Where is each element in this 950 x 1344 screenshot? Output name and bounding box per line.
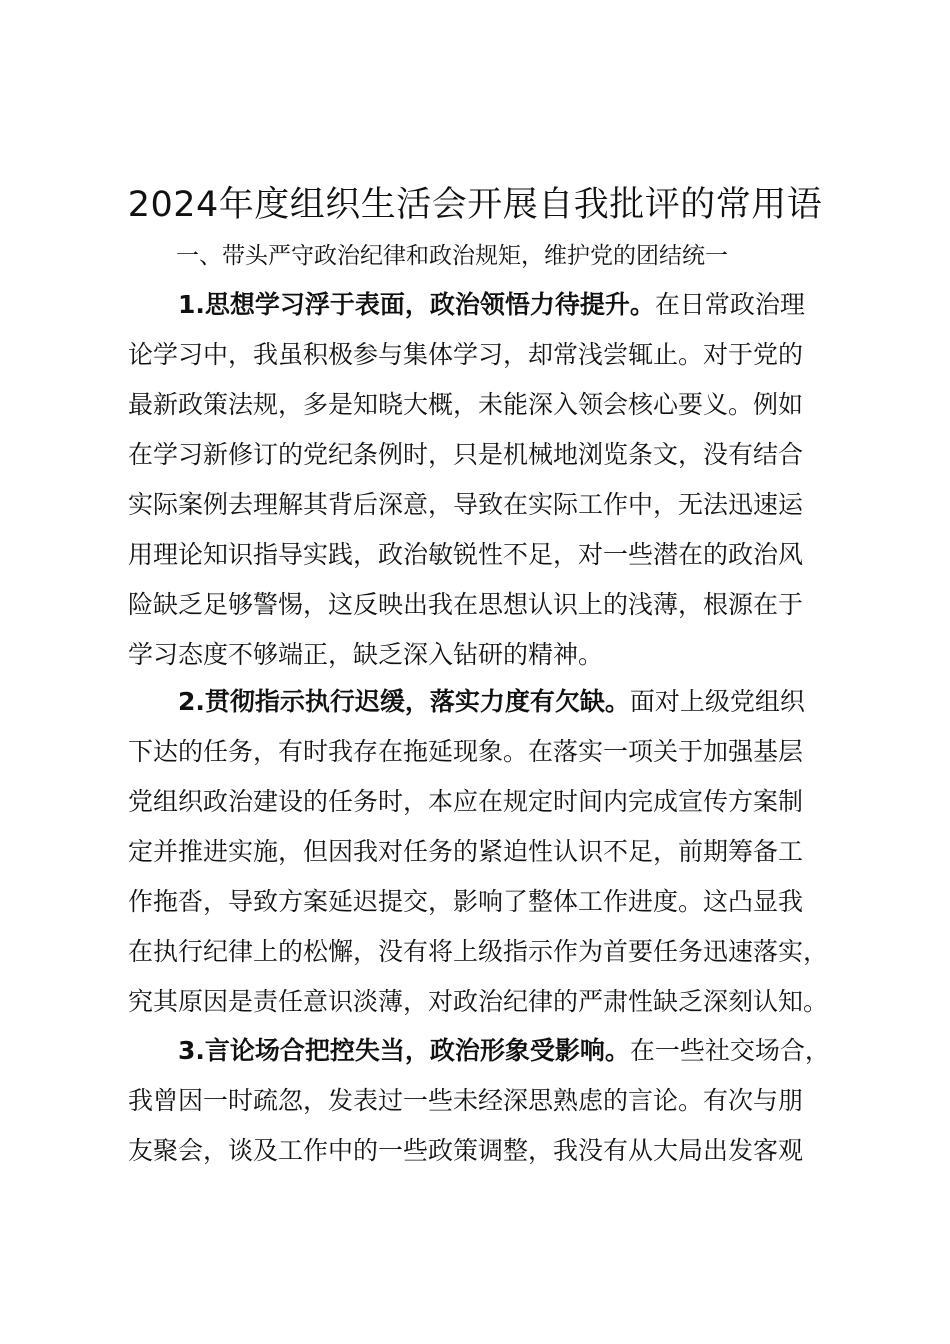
- paragraph-1: [128, 280, 858, 680]
- paragraph-lead: 1.思想学习浮于表面，政治领悟力待提升。: [178, 290, 655, 319]
- paragraph-line: [128, 1026, 858, 1076]
- paragraph-line: 用理论知识指导实践，政治敏锐性不足，对一些潜在的政治风: [128, 540, 804, 569]
- paragraph-line: 在学习新修订的党纪条例时，只是机械地浏览条文，没有结合: [128, 440, 804, 469]
- paragraph-line: 险缺乏足够警惕，这反映出我在思想认识上的浅薄，根源在于: [128, 590, 804, 619]
- paragraph-line: [128, 280, 858, 330]
- paragraph-line: 最新政策法规，多是知晓大概，未能深入领会核心要义。例如: [128, 390, 804, 419]
- paragraph-3: [128, 1026, 858, 1176]
- document-title: 2024年度组织生活会开展自我批评的常用语: [127, 185, 823, 225]
- paragraph-line: 友聚会，谈及工作中的一些政策调整，我没有从大局出发客观: [128, 1136, 804, 1165]
- paragraph-line: [128, 677, 858, 727]
- paragraph-line: 定并推进实施，但因我对任务的紧迫性认识不足，前期筹备工: [128, 837, 804, 866]
- paragraph-line: 学习态度不够端正，缺乏深入钻研的精神。: [128, 640, 604, 669]
- section-heading: 一、带头严守政治纪律和政治规矩，维护党的团结统一: [176, 243, 728, 269]
- paragraph-2: [128, 677, 858, 1027]
- paragraph-line: 实际案例去理解其背后深意，导致在实际工作中，无法迅速运: [128, 490, 804, 519]
- paragraph-line: 在执行纪律上的松懈，没有将上级指示作为首要任务迅速落实，: [128, 937, 829, 966]
- paragraph-line: 作拖沓，导致方案延迟提交，影响了整体工作进度。这凸显我: [128, 887, 804, 916]
- paragraph-text: 在日常政治理: [654, 290, 805, 319]
- paragraph-text: 面对上级党组织: [629, 687, 805, 716]
- paragraph-lead: 3.言论场合把控失当，政治形象受影响。: [178, 1036, 630, 1065]
- paragraph-line: 党组织政治建设的任务时，本应在规定时间内完成宣传方案制: [128, 787, 804, 816]
- paragraph-text: 在一些社交场合，: [629, 1036, 830, 1065]
- paragraph-line: 论学习中，我虽积极参与集体学习，却常浅尝辄止。对于党的: [128, 340, 804, 369]
- paragraph-line: 究其原因是责任意识淡薄，对政治纪律的严肃性缺乏深刻认知。: [128, 987, 829, 1016]
- paragraph-line: 下达的任务，有时我存在拖延现象。在落实一项关于加强基层: [128, 737, 804, 766]
- paragraph-lead: 2.贯彻指示执行迟缓，落实力度有欠缺。: [178, 687, 630, 716]
- paragraph-line: 我曾因一时疏忽，发表过一些未经深思熟虑的言论。有次与朋: [128, 1086, 804, 1115]
